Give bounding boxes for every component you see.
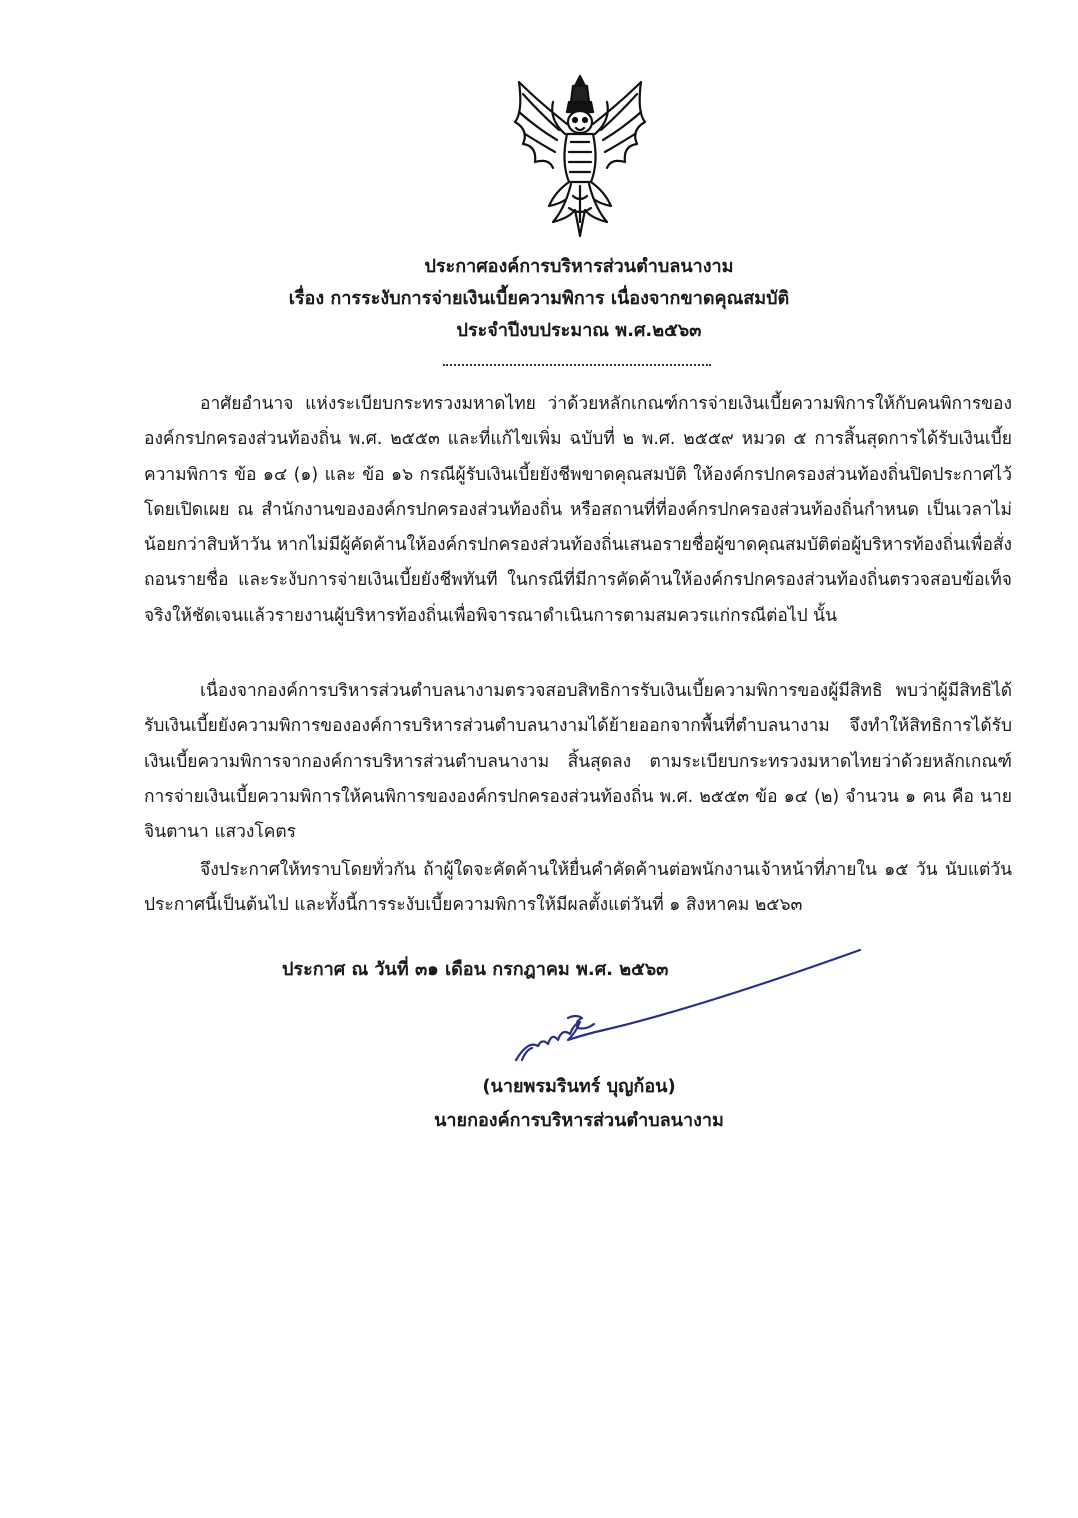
signer-position: นายกองค์การบริหารส่วนตำบลนางาม <box>434 1110 724 1131</box>
announcement-title: ประกาศองค์การบริหารส่วนตำบลนางาม <box>424 256 734 277</box>
body-paragraph-2: เนื่องจากองค์การบริหารส่วนตำบลนางามตรวจสอบสิทธิการรับเงินเบี้ยความพิการของผู้มีสิทธิ พบว่าผู้มีสิทธิได้รับเงินเบี้ยยังความพิการขององค์การบริหารส่วนตำบลนางามได้ย้ายออกจากพื้นที่ตำบลนางาม จึงทำให้สิทธิการได้รับเงินเบี้ยความพิการจากองค์การบริหารส่วนตำบลนางาม สิ้นสุดลง ตามระเบียบกระทรวงมหาดไทยว่าด้วยหลักเกณฑ์การจ่ายเงินเบี้ยความพิการให้คนพิการขององค์กรปกครองส่วนท้องถิ่น พ.ศ. ๒๕๕๓ ข้อ ๑๔ (๒) จำนวน ๑ คน คือ นายจินตานา แสวงโคตร <box>144 681 1012 843</box>
fiscal-year-line: ประจำปีงบประมาณ พ.ศ.๒๕๖๓ <box>456 320 702 341</box>
announcement-subject: เรื่อง การระงับการจ่ายเงินเบี้ยความพิการ เนื่องจากขาดคุณสมบัติ <box>288 288 790 309</box>
signer-name: (นายพรมรินทร์ บุญก้อน) <box>482 1076 676 1097</box>
announcement-date: ประกาศ ณ วันที่ ๓๑ เดือน กรกฎาคม พ.ศ. ๒๕๖๓ <box>282 959 669 980</box>
garuda-emblem-icon <box>509 72 651 238</box>
dotted-divider <box>443 364 711 366</box>
body-paragraph-1: อาศัยอำนาจ แห่งระเบียบกระทรวงมหาดไทย ว่าด้วยหลักเกณฑ์การจ่ายเงินเบี้ยความพิการให้กับคนพิการขององค์กรปกครองส่วนท้องถิ่น พ.ศ. ๒๕๕๓ และที่แก้ไขเพิ่ม ฉบับที่ ๒ พ.ศ. ๒๕๕๙ หมวด ๕ การสิ้นสุดการได้รับเงินเบี้ยความพิการ ข้อ ๑๔ (๑) และ ข้อ ๑๖ กรณีผู้รับเงินเบี้ยยังชีพขาดคุณสมบัติ ให้องค์กรปกครองส่วนท้องถิ่นปิดประกาศไว้โดยเปิดเผย ณ สำนักงานขององค์กรปกครองส่วนท้องถิ่น หรือสถานที่ที่องค์กรปกครองส่วนท้องถิ่นกำหนด เป็นเวลาไม่น้อยกว่าสิบห้าวัน หากไม่มีผู้คัดค้านให้องค์กรปกครองส่วนท้องถิ่นเสนอรายชื่อผู้ขาดคุณสมบัติต่อผู้บริหารท้องถิ่นเพื่อสั่งถอนรายชื่อ และระงับการจ่ายเงินเบี้ยยังชีพทันที ในกรณีที่มีการคัดค้านให้องค์กรปกครองส่วนท้องถิ่นตรวจสอบข้อเท็จจริงให้ชัดเจนแล้วรายงานผู้บริหารท้องถิ่นเพื่อพิจารณาดำเนินการตามสมควรแก่กรณีต่อไป นั้น <box>144 394 1012 626</box>
body-paragraph-3: จึงประกาศให้ทราบโดยทั่วกัน ถ้าผู้ใดจะคัดค้านให้ยื่นคำคัดค้านต่อพนักงานเจ้าหน้าที่ภายใน ๑๕ วัน นับแต่วันประกาศนี้เป็นต้นไป และทั้งนี้การระงับเบี้ยความพิการให้มีผลตั้งแต่วันที่ ๑ สิงหาคม ๒๕๖๓ <box>144 860 1012 916</box>
handwritten-signature-icon <box>508 948 868 1066</box>
